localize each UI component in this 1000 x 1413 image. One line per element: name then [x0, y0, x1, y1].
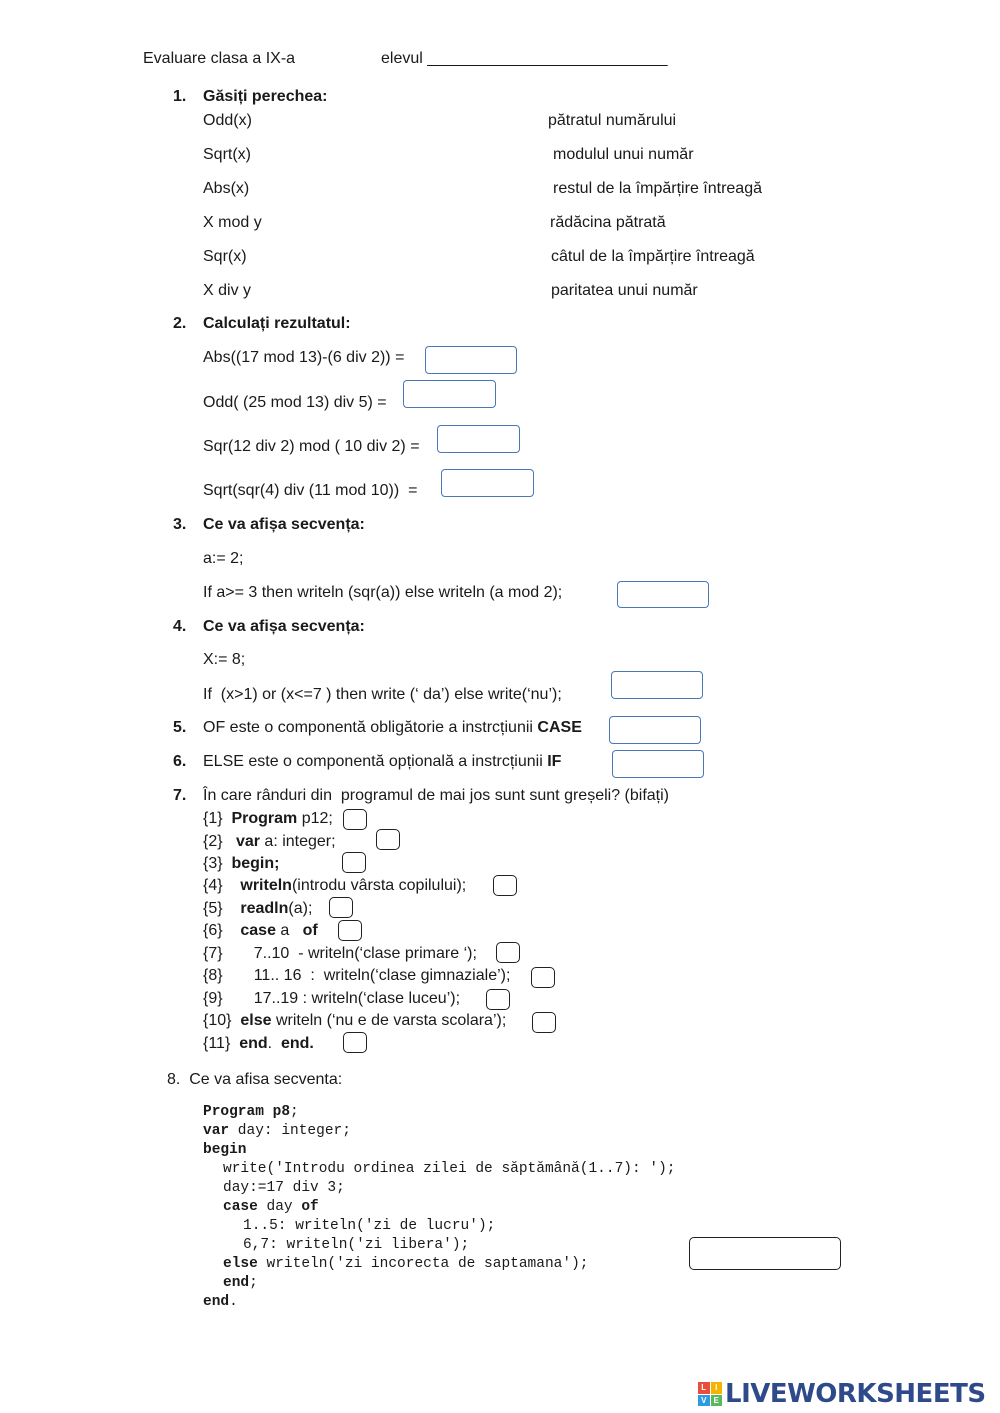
code-keyword: end. [280, 1035, 314, 1052]
code-keyword: case [240, 922, 276, 939]
q1-right-item[interactable]: paritatea unui număr [551, 282, 698, 299]
q3-number: 3. [173, 516, 187, 533]
q1-left-item[interactable]: Sqr(x) [203, 248, 247, 265]
q7-code-line [203, 967, 510, 985]
q7-code-line [203, 922, 318, 940]
line-number: {9} [203, 990, 223, 1007]
q1-left-item[interactable]: Odd(x) [203, 112, 252, 129]
q7-code-line [203, 945, 477, 963]
code-keyword: else [240, 1012, 272, 1029]
q6-number: 6. [173, 753, 187, 770]
q6-keyword: IF [547, 753, 562, 770]
q8-code-line [223, 1256, 588, 1272]
code-keyword: case [223, 1199, 258, 1215]
q1-left-item[interactable]: X div y [203, 282, 252, 299]
q8-code-line [203, 1142, 247, 1158]
q2-expression: Sqr(12 div 2) mod ( 10 div 2) = [203, 438, 420, 455]
q7-code-line [203, 877, 466, 895]
q7-checkbox-7[interactable] [496, 942, 520, 963]
worksheet-title: Evaluare clasa a IX-a [143, 50, 296, 67]
line-number: {2} [203, 833, 223, 850]
q6-answer-input[interactable] [612, 750, 704, 778]
q8-code-line [203, 1123, 351, 1139]
code-text: writeln('zi incorecta de saptamana'); [257, 1256, 589, 1272]
q8-title: 8. Ce va afisa secventa: [167, 1071, 343, 1088]
q6-text: ELSE este o componentă opțională a instrcțiunii [203, 753, 548, 770]
q7-checkbox-3[interactable] [342, 852, 366, 873]
q2-expression: Abs((17 mod 13)-(6 div 2)) = [203, 349, 405, 366]
q2-expression: Sqrt(sqr(4) div (11 mod 10)) = [203, 482, 418, 499]
logo-letter: I [711, 1382, 723, 1394]
code-text: (introdu vârsta copilului); [291, 877, 467, 894]
q1-left-item[interactable]: Sqrt(x) [203, 146, 251, 163]
line-number: {8} [203, 967, 223, 984]
q2-answer-input-2[interactable] [403, 380, 496, 408]
q5-text: OF este o componentă obligătorie a instrcțiunii [203, 719, 538, 736]
code-text: ; [249, 1275, 258, 1291]
q3-code-line: If a>= 3 then writeln (sqr(a)) else writeln (a mod 2); [203, 584, 563, 601]
student-name-line: ___________________________ [427, 50, 668, 67]
q7-checkbox-2[interactable] [376, 829, 400, 850]
code-text: day [257, 1199, 302, 1215]
code-keyword: end [203, 1294, 230, 1310]
code-keyword: else [223, 1256, 258, 1272]
q8-code-line [223, 1275, 258, 1291]
q3-answer-input[interactable] [617, 581, 709, 608]
code-keyword: readln [240, 900, 289, 917]
q1-right-item[interactable]: modulul unui număr [553, 146, 694, 163]
q1-title: Găsiți perechea: [203, 88, 328, 105]
q7-checkbox-1[interactable] [343, 809, 367, 830]
logo-letter: E [711, 1395, 723, 1407]
q2-answer-input-1[interactable] [425, 346, 517, 374]
line-number: {11} [203, 1035, 231, 1052]
code-text: . [267, 1035, 281, 1052]
q4-number: 4. [173, 618, 187, 635]
q7-checkbox-6[interactable] [338, 920, 362, 941]
logo-letter: L [698, 1382, 710, 1394]
q8-code-line [203, 1104, 299, 1120]
line-number: {1} [203, 810, 223, 827]
q4-code-line: X:= 8; [203, 651, 246, 668]
q7-checkbox-10[interactable] [532, 1012, 556, 1033]
q2-expression: Odd( (25 mod 13) div 5) = [203, 394, 387, 411]
q5-statement [203, 719, 582, 737]
q3-title: Ce va afișa secvența: [203, 516, 365, 533]
code-text: (a); [288, 900, 313, 917]
q6-statement [203, 753, 561, 771]
q7-checkbox-9[interactable] [486, 989, 510, 1010]
q5-number: 5. [173, 719, 187, 736]
q5-keyword: CASE [537, 719, 582, 736]
q7-title: În care rânduri din programul de mai jos sunt sunt greșeli? (bifați) [203, 787, 669, 804]
q7-checkbox-4[interactable] [493, 875, 517, 896]
q1-right-item[interactable]: câtul de la împărțire întreagă [551, 248, 755, 265]
q2-answer-input-3[interactable] [437, 425, 520, 453]
code-keyword: of [301, 1199, 319, 1215]
code-text: ; [290, 1104, 299, 1120]
q7-checkbox-11[interactable] [343, 1032, 367, 1053]
q7-code-line [203, 1035, 314, 1053]
q1-left-item[interactable]: X mod y [203, 214, 262, 231]
code-keyword: var [203, 1123, 230, 1139]
q8-code-line: write('Introdu ordinea zilei de săptămână(1..7): '); [223, 1161, 676, 1177]
q7-number: 7. [173, 787, 187, 804]
line-number: {7} [203, 945, 223, 962]
code-keyword: writeln [240, 877, 292, 894]
code-text: p12; [297, 810, 333, 827]
q7-code-line [203, 1012, 506, 1030]
q4-answer-input[interactable] [611, 671, 703, 699]
q3-code-line: a:= 2; [203, 550, 244, 567]
code-keyword: var [235, 833, 260, 850]
q5-answer-input[interactable] [609, 716, 701, 744]
q7-checkbox-5[interactable] [329, 897, 353, 918]
q8-code-line: 1..5: writeln('zi de lucru'); [243, 1218, 496, 1234]
q7-code-line [203, 833, 336, 851]
q1-left-item[interactable]: Abs(x) [203, 180, 250, 197]
q4-title: Ce va afișa secvența: [203, 618, 365, 635]
line-number: {4} [203, 877, 223, 894]
code-keyword: begin; [231, 855, 280, 872]
code-text: a: integer; [259, 833, 336, 850]
code-text: 11.. 16 : writeln(‘clase gimnaziale’); [253, 967, 511, 984]
line-number: {6} [203, 922, 223, 939]
student-label: elevul [381, 50, 428, 67]
student-name-label [381, 50, 668, 68]
q7-code-line [203, 855, 279, 873]
q2-number: 2. [173, 315, 187, 332]
logo-text: LIVEWORKSHEETS [725, 1379, 986, 1409]
code-text: a [275, 922, 303, 939]
code-keyword: begin [203, 1142, 247, 1158]
code-keyword: Program [231, 810, 298, 827]
q7-code-line [203, 810, 333, 828]
q8-code-line [223, 1199, 319, 1215]
q8-code-line: day:=17 div 3; [223, 1180, 345, 1196]
code-keyword: end [239, 1035, 268, 1052]
q8-code-line: 6,7: writeln('zi libera'); [243, 1237, 470, 1253]
logo-letter: V [698, 1395, 710, 1407]
line-number: {5} [203, 900, 223, 917]
liveworksheets-logo [698, 1378, 986, 1410]
q7-checkbox-8[interactable] [531, 967, 555, 988]
q1-right-item[interactable]: rădăcina pătrată [550, 214, 666, 231]
line-number: {10} [203, 1012, 232, 1029]
q2-title: Calculați rezultatul: [203, 315, 351, 332]
q8-answer-input[interactable] [689, 1237, 841, 1270]
q4-code-line: If (x>1) or (x<=7 ) then write (‘ da’) else write(‘nu’); [203, 686, 562, 703]
code-keyword: Program p8 [203, 1104, 291, 1120]
q7-code-line [203, 900, 312, 918]
code-text: 7..10 - writeln(‘clase primare ‘); [253, 945, 477, 962]
code-text: 17..19 : writeln(‘clase luceu’); [253, 990, 461, 1007]
q1-number: 1. [173, 88, 187, 105]
q1-right-item[interactable]: restul de la împărțire întreagă [553, 180, 762, 197]
code-keyword: end [223, 1275, 250, 1291]
code-text: day: integer; [229, 1123, 351, 1139]
logo-icon [698, 1382, 722, 1406]
q7-code-line [203, 990, 460, 1008]
q2-answer-input-4[interactable] [441, 469, 534, 497]
code-text: . [229, 1294, 238, 1310]
code-text: writeln (‘nu e de varsta scolara’); [271, 1012, 507, 1029]
q1-right-item[interactable]: pătratul numărului [548, 112, 677, 129]
line-number: {3} [203, 855, 223, 872]
q8-code-line [203, 1294, 238, 1310]
code-keyword: of [302, 922, 318, 939]
